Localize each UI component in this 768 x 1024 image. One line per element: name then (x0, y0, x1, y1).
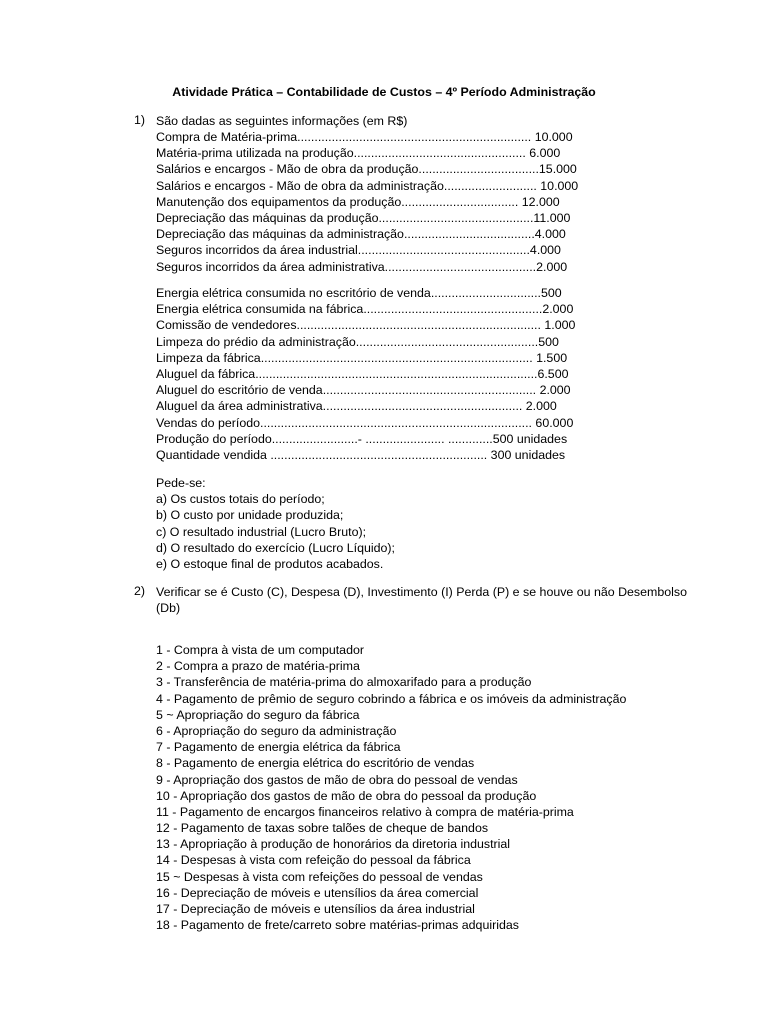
ask-item: a) Os custos totais do período; (156, 492, 325, 507)
data-line: Salários e encargos - Mão de obra da produção...................................15.000 (156, 162, 577, 177)
question-2-number: 2) (134, 584, 146, 598)
data-line: Quantidade vendida ............................................................... 300 unidades (156, 447, 566, 462)
question-1-data-group-2 (156, 285, 575, 463)
data-line: Energia elétrica consumida no escritório de venda................................500 (156, 286, 562, 300)
list-item: 3 - Transferência de matéria-prima do almoxarifado para a produção (156, 675, 532, 690)
data-line: Comissão de vendedores....................................................................... 1.000 (156, 318, 576, 333)
list-item: 18 - Pagamento de frete/carreto sobre matérias-primas adquiridas (156, 918, 519, 933)
data-line: Seguros incorridos da área industrial..................................................4.000 (156, 243, 561, 258)
data-line: Depreciação das máquinas da administração......................................4.000 (156, 227, 566, 242)
list-item: 12 - Pagamento de taxas sobre talões de cheque de bandos (156, 821, 489, 836)
document-title: Atividade Prática – Contabilidade de Custos – 4º Período Administração (172, 85, 596, 99)
data-line: Salários e encargos - Mão de obra da administração........................... 10.000 (156, 178, 579, 193)
question-2-items (156, 642, 626, 933)
data-line: Compra de Matéria-prima.................................................................... 10.000 (156, 130, 573, 144)
list-item: 16 - Depreciação de móveis e utensílios da área comercial (156, 885, 479, 900)
data-line: Aluguel do escritório de venda.............................................................. 2.000 (156, 383, 571, 398)
data-line: Aluguel da fábrica..................................................................................6.500 (156, 366, 569, 381)
data-line: Depreciação das máquinas da produção.............................................11.000 (156, 210, 571, 225)
list-item: 2 - Compra a prazo de matéria-prima (156, 659, 360, 674)
ask-item: c) O resultado industrial (Lucro Bruto); (156, 524, 367, 539)
list-item: 10 - Apropriação dos gastos de mão de obra do pessoal da produção (156, 788, 537, 803)
list-item: 14 - Despesas à vista com refeição do pessoal da fábrica (156, 853, 471, 868)
question-2-intro-line-2: (Db) (156, 601, 181, 615)
list-item: 1 - Compra à vista de um computador (156, 643, 364, 657)
list-item: 9 - Apropriação dos gastos de mão de obra do pessoal de vendas (156, 772, 518, 787)
data-line: Limpeza do prédio da administração.....................................................500 (156, 334, 559, 349)
list-item: 5 ~ Apropriação do seguro da fábrica (156, 707, 360, 722)
list-item: 6 - Apropriação do seguro da administração (156, 723, 397, 738)
data-line: Produção do período.........................- ....................... .............500 unidades (156, 431, 568, 446)
data-line: Vendas do período............................................................................... 60.000 (156, 415, 574, 430)
data-line: Matéria-prima utilizada na produção.................................................. 6.000 (156, 146, 561, 161)
ask-item: d) O resultado do exercício (Lucro Líquido); (156, 540, 395, 555)
list-item: 8 - Pagamento de energia elétrica do escritório de vendas (156, 756, 475, 771)
data-line: Limpeza da fábrica............................................................................... 1.500 (156, 350, 568, 365)
list-item: 7 - Pagamento de energia elétrica da fábrica (156, 740, 401, 755)
list-item: 17 - Depreciação de móveis e utensílios da área industrial (156, 902, 475, 916)
data-line: Manutenção dos equipamentos da produção.................................. 12.000 (156, 194, 560, 209)
list-item: 15 ~ Despesas à vista com refeições do pessoal de vendas (156, 869, 483, 884)
question-1-number: 1) (134, 113, 146, 127)
list-item: 11 - Pagamento de encargos financeiros relativo à compra de matéria-prima (156, 804, 574, 819)
data-line: Seguros incorridos da área administrativa............................................2.000 (156, 259, 568, 274)
list-item: 4 - Pagamento de prêmio de seguro cobrindo a fábrica e os imóveis da administração (156, 691, 627, 706)
ask-item: b) O custo por unidade produzida; (156, 508, 344, 523)
question-1-data-group-1 (156, 129, 578, 275)
data-line: Energia elétrica consumida na fábrica....................................................2.000 (156, 302, 574, 317)
ask-item: e) O estoque final de produtos acabados. (156, 556, 384, 571)
list-item: 13 - Apropriação à produção de honorários da diretoria industrial (156, 837, 511, 852)
question-1-intro: São dadas as seguintes informações (em R$) (156, 114, 408, 128)
asks-label: Pede-se: (156, 476, 206, 490)
data-line: Aluguel da área administrativa.......................................................... 2.000 (156, 399, 557, 414)
question-2-intro-line-1: Verificar se é Custo (C), Despesa (D), Investimento (I) Perda (P) e se houve ou não Desembolso (156, 585, 687, 599)
question-1-asks (156, 475, 395, 572)
